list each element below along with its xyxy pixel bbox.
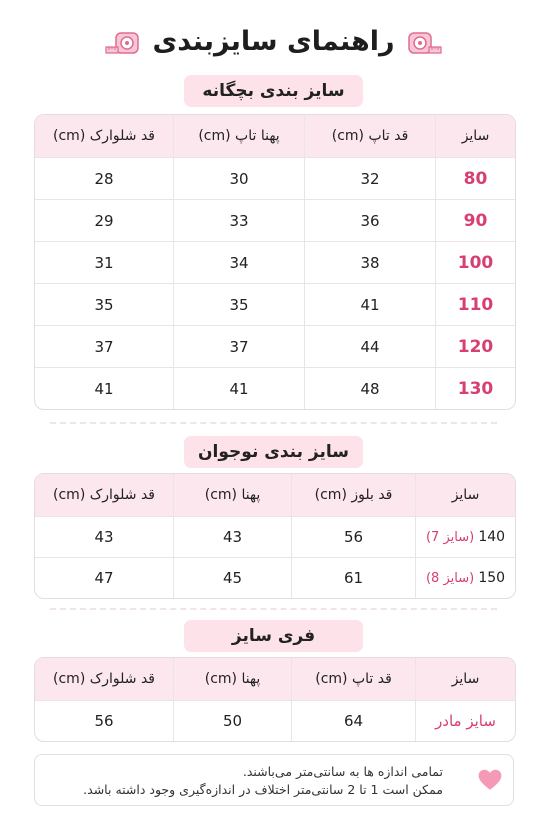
header-shorts-length: قد شلوارک (cm) xyxy=(53,128,155,144)
width-value: 45 xyxy=(173,558,291,598)
top-length-value: 44 xyxy=(304,326,435,367)
top-length-value: 38 xyxy=(304,242,435,283)
table-header-row xyxy=(35,115,515,157)
kids-size-table xyxy=(34,114,516,410)
top-length-value: 64 xyxy=(291,701,415,741)
size-value: 110 xyxy=(435,284,515,325)
table-header-row xyxy=(35,474,515,516)
title-row xyxy=(0,16,547,66)
measurement-note xyxy=(34,754,514,806)
table-row xyxy=(35,283,515,325)
header-shorts-length: قد شلوارک (cm) xyxy=(53,671,155,687)
table-row xyxy=(35,557,515,598)
free-size-table xyxy=(34,657,516,742)
free-size-section-heading: فری سایز xyxy=(184,620,363,652)
size-number: 140 xyxy=(478,529,506,545)
page-title: راهنمای سایزبندی xyxy=(152,25,395,57)
table-header-row xyxy=(35,658,515,700)
note-text xyxy=(83,763,443,799)
size-number: 150 xyxy=(478,570,506,586)
size-value: 90 xyxy=(435,200,515,241)
shorts-length-value: 29 xyxy=(94,211,114,230)
width-value: 43 xyxy=(173,517,291,557)
measuring-tape-icon xyxy=(407,23,443,59)
top-width-value: 37 xyxy=(173,326,304,367)
shorts-length-value: 56 xyxy=(94,712,114,730)
shorts-length-value: 41 xyxy=(94,379,114,398)
shorts-length-value: 31 xyxy=(94,253,114,272)
table-row xyxy=(35,367,515,409)
note-line-1: تمامی اندازه ها به سانتی‌متر می‌باشند. xyxy=(242,764,443,779)
note-line-2: ممکن است 1 تا 2 سانتی‌متر اختلاف در اندازه‌گیری وجود داشته باشد. xyxy=(83,782,443,797)
size-value: 130 xyxy=(435,368,515,409)
header-size: سایز xyxy=(415,658,515,700)
size-value xyxy=(415,517,515,557)
header-top-length: قد تاپ (cm) xyxy=(291,658,415,700)
size-value: 120 xyxy=(435,326,515,367)
size-value xyxy=(415,558,515,598)
top-width-value: 34 xyxy=(173,242,304,283)
size-label: (سایز 7) xyxy=(425,529,475,545)
top-length-value: 48 xyxy=(304,368,435,409)
measuring-tape-icon xyxy=(104,23,140,59)
width-value: 50 xyxy=(173,701,291,741)
table-row xyxy=(35,199,515,241)
shorts-length-value: 37 xyxy=(94,337,114,356)
size-value: 100 xyxy=(435,242,515,283)
teen-section-heading: سایز بندی نوجوان xyxy=(184,436,363,468)
top-width-value: 30 xyxy=(173,158,304,199)
top-width-value: 33 xyxy=(173,200,304,241)
table-row xyxy=(35,700,515,741)
top-width-value: 35 xyxy=(173,284,304,325)
section-divider xyxy=(50,422,497,424)
shorts-length-value: 43 xyxy=(94,528,114,546)
header-width: پهنا (cm) xyxy=(173,658,291,700)
table-row xyxy=(35,325,515,367)
header-size: سایز xyxy=(435,115,515,157)
heart-icon xyxy=(477,767,503,793)
header-size: سایز xyxy=(415,474,515,516)
top-length-value: 32 xyxy=(304,158,435,199)
shorts-length-value: 35 xyxy=(94,295,114,314)
top-length-value: 36 xyxy=(304,200,435,241)
blouse-length-value: 61 xyxy=(291,558,415,598)
teen-size-table xyxy=(34,473,516,599)
top-length-value: 41 xyxy=(304,284,435,325)
blouse-length-value: 56 xyxy=(291,517,415,557)
top-width-value: 41 xyxy=(173,368,304,409)
size-label: (سایز 8) xyxy=(425,570,475,586)
size-value: 80 xyxy=(435,158,515,199)
table-row xyxy=(35,241,515,283)
header-top-width: پهنا تاپ (cm) xyxy=(173,115,304,157)
header-width: پهنا (cm) xyxy=(173,474,291,516)
header-blouse-length: قد بلوز (cm) xyxy=(291,474,415,516)
table-row xyxy=(35,157,515,199)
shorts-length-value: 28 xyxy=(94,169,114,188)
shorts-length-value: 47 xyxy=(94,569,114,587)
kids-section-heading: سایز بندی بچگانه xyxy=(184,75,363,107)
size-value: سایز مادر xyxy=(415,701,515,741)
section-divider xyxy=(50,608,497,610)
table-row xyxy=(35,516,515,557)
header-shorts-length: قد شلوارک (cm) xyxy=(53,487,155,503)
header-top-length: قد تاپ (cm) xyxy=(304,115,435,157)
